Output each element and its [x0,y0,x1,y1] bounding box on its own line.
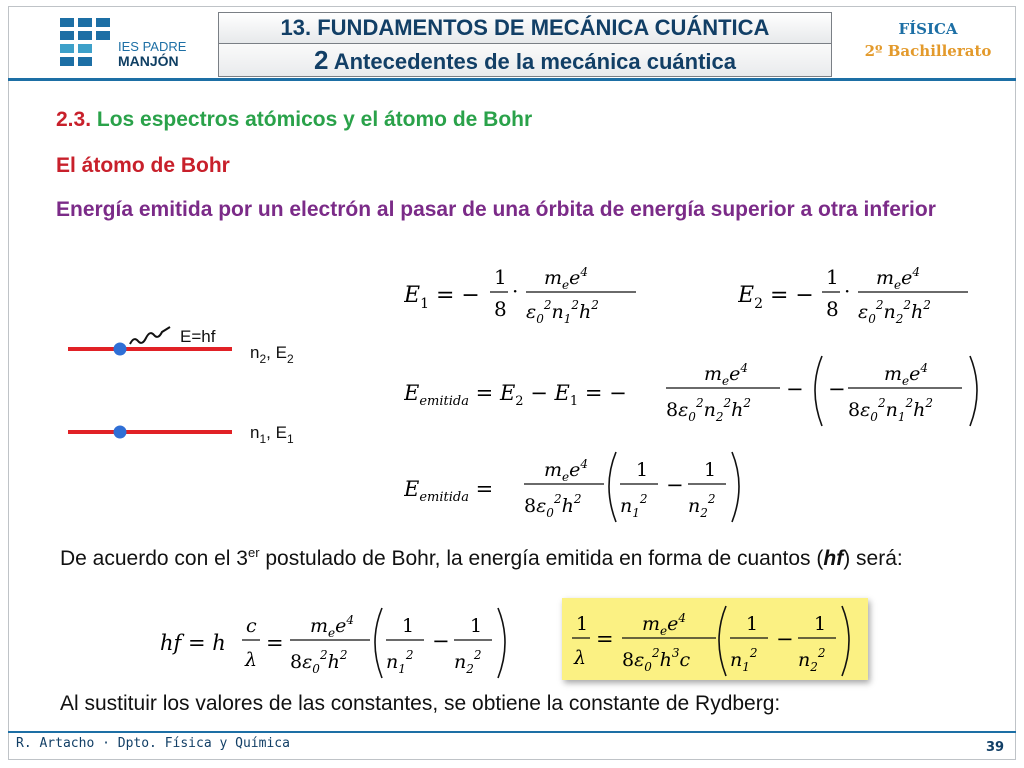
logo-grid-icon [60,18,112,70]
photon-label: E=hf [180,327,216,346]
subject-name: FÍSICA [898,20,958,38]
equation-emitted-difference [404,350,988,430]
svg-text:·: · [512,279,519,303]
svg-text:1: 1 [494,265,507,289]
svg-text:−: − [432,629,450,653]
svg-text:E2 = −: $E_2$ = − [738,283,814,312]
footer-divider [8,731,1016,733]
svg-text:Eemitida = E2 − E1 = −: $E_{emitida} = E_2 - E_1$ = − [404,381,627,409]
svg-text:mee4: $m_ee^4$ [544,457,589,484]
lesson-title-text: Antecedentes de la mecánica cuántica [333,49,737,74]
chapter-title: 13. FUNDAMENTOS DE MECÁNICA CUÁNTICA [218,12,832,44]
course-level: 2º Bachillerato [864,42,992,60]
svg-text:mee4: $m_ee^4$ [544,265,589,292]
svg-text:mee4: $m_ee^4$ [310,613,355,640]
svg-text:n12: $n_1^2$ [620,492,648,520]
svg-text:=: = [266,631,284,655]
equation-hf [160,604,520,684]
svg-text:·: · [844,279,851,303]
equation-e2 [738,256,978,330]
svg-text:mee4: $m_ee^4$ [704,361,749,388]
photon-wave-icon [130,327,170,344]
svg-text:c: c [246,615,257,637]
svg-text:1: 1 [576,613,589,635]
svg-text:λ: λ [574,647,587,669]
svg-text:ε02n12h2: $\varepsilon_0^2n_1^2h^2$ [526,298,599,326]
electron-lower-icon [114,426,127,439]
equation-emitted-factored [404,446,764,526]
title-box [218,12,832,74]
energy-level-diagram [60,320,340,450]
subject-info [838,18,1018,62]
rydberg-sentence: Al sustituir los valores de las constantes, se obtiene la constante de Rydberg: [60,692,781,715]
section-title: Los espectros atómicos y el átomo de Bohr [96,108,533,131]
svg-text:8ε02h3c: $8\varepsilon_0^2h^3c$ [622,646,691,674]
svg-text:ε02n22h2: $\varepsilon_0^2n_2^2h^2$ [858,298,931,326]
svg-text:n12: $n_1^2$ [730,646,758,674]
equation-e1 [404,256,644,330]
svg-text:1: 1 [470,615,483,637]
svg-text:8: 8 [494,297,507,321]
svg-text:mee4: $m_ee^4$ [642,611,687,638]
svg-text:n12: $n_1^2$ [386,648,414,676]
svg-text:8: 8 [826,297,839,321]
svg-text:E1 = −: $E_1$ = − [404,283,480,312]
svg-text:8ε02n12h2: $8\varepsilon_0^2n_1^2h^2$ [848,396,933,424]
svg-text:8ε02n22h2: $8\varepsilon_0^2n_2^2h^2$ [666,396,751,424]
bohr-postulate-paragraph: De acuerdo con el 3er postulado de Bohr, la energía emitida en forma de cuantos (hf) será: [60,545,903,570]
svg-text:−: − [666,473,684,497]
electron-upper-icon [114,343,127,356]
page-number: 39 [986,740,1005,755]
svg-text:n22: $n_2^2$ [688,492,716,520]
svg-text:8ε02h2: $8\varepsilon_0^2h^2$ [290,648,348,676]
svg-text:hf = h: hf = h [160,631,226,655]
footer-author: R. Artacho · Dpto. Física y Química [16,736,290,751]
svg-text:1: 1 [704,459,717,481]
svg-text:1: 1 [746,613,759,635]
svg-text:1: 1 [636,459,649,481]
svg-text:1: 1 [402,615,415,637]
svg-text:mee4: $m_ee^4$ [884,361,929,388]
logo-text: IES PADRE MANJÓN [118,39,187,69]
section-heading [56,108,532,132]
school-logo [42,10,212,74]
svg-text:8ε02h2: $8\varepsilon_0^2h^2$ [524,492,582,520]
svg-text:n22: $n_2^2$ [454,648,482,676]
upper-level-label: $n_2$, $E_2$ [250,343,294,366]
equation-inverse-wavelength [570,602,866,678]
lesson-number: 2 [313,45,329,75]
slide-header [8,6,1016,78]
header-divider [8,78,1016,81]
svg-text:−: − [776,627,794,651]
svg-text:−: − [786,377,804,401]
svg-text:n22: $n_2^2$ [798,646,826,674]
svg-text:λ: λ [245,649,258,671]
svg-text:mee4: $m_ee^4$ [876,265,921,292]
lower-level-label: $n_1$, $E_1$ [250,423,294,446]
energy-heading: Energía emitida por un electrón al pasar de una órbita de energía superior a otra inferior [56,198,936,221]
svg-text:Eemitida =: $E_{emitida}$ = [404,477,494,505]
lesson-title [218,43,832,77]
svg-text:1: 1 [826,265,839,289]
subheading: El átomo de Bohr [56,154,230,177]
svg-text:1: 1 [814,613,827,635]
svg-text:=: = [596,627,614,651]
svg-text:−: − [828,377,846,401]
section-number: 2.3. [56,108,92,131]
